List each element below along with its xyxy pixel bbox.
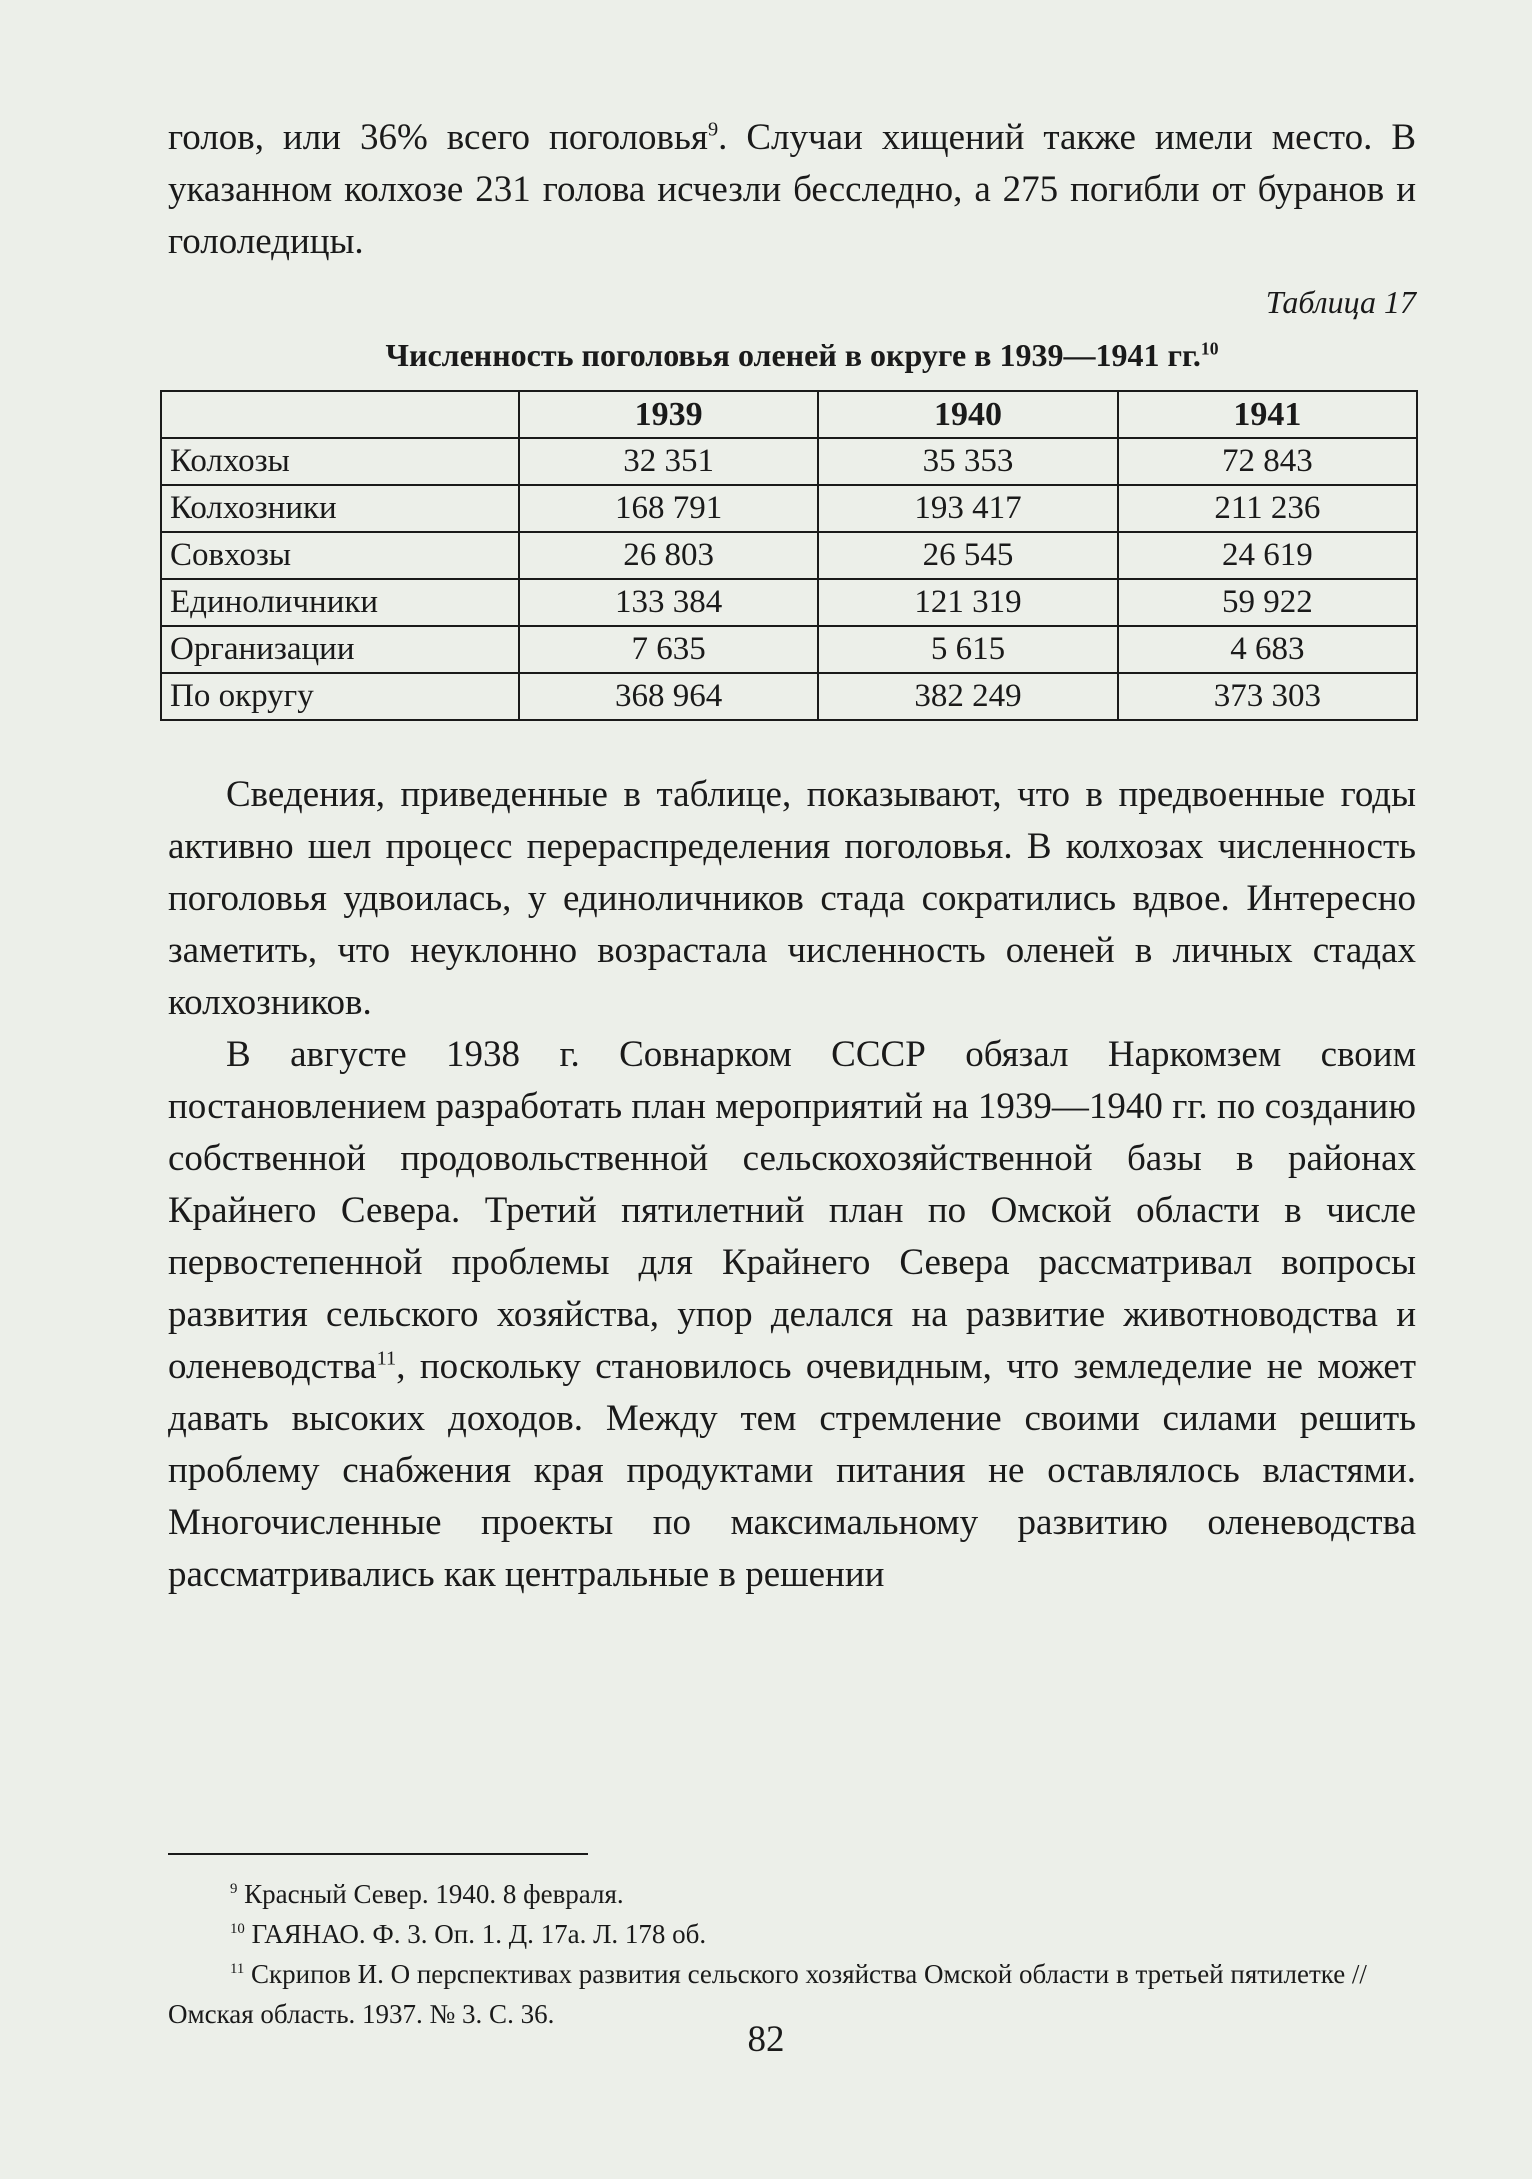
table-cell: 211 236	[1118, 485, 1417, 532]
table-cell: 35 353	[818, 438, 1117, 485]
footnote-divider	[168, 1853, 588, 1855]
row-label: Колхозы	[161, 438, 519, 485]
table-label: Таблица 17	[1265, 284, 1416, 320]
table-row	[161, 438, 1417, 485]
table-title-text: Численность поголовья оленей в округе в 1939—1941 гг.	[385, 337, 1201, 373]
intro-text: голов, или 36% всего поголовья	[168, 117, 708, 158]
table-cell: 368 964	[519, 673, 818, 720]
footnote-ref-11[interactable]: 11	[376, 1347, 397, 1370]
paragraph-text-rest: , поскольку становилось очевидным, что земледелие не может давать высоких доходов. Между тем стремление своими силами решить проблему снабжения края продуктами питания не оставлялось властями. Многочисленные проекты по максимальному развитию оленеводства рассматривались как центральные в решении	[168, 1346, 1416, 1595]
page-content	[168, 112, 1416, 1601]
row-label: Совхозы	[161, 532, 519, 579]
header-year: 1941	[1118, 391, 1417, 438]
table-row	[161, 626, 1417, 673]
table-cell: 24 619	[1118, 532, 1417, 579]
table-cell: 26 545	[818, 532, 1117, 579]
table-header-row	[161, 391, 1417, 438]
table-cell: 5 615	[818, 626, 1117, 673]
footnote-item	[168, 1874, 1416, 1914]
table-cell: 168 791	[519, 485, 818, 532]
footnote-number: 9	[230, 1881, 238, 1897]
table-cell: 373 303	[1118, 673, 1417, 720]
table-cell: 72 843	[1118, 438, 1417, 485]
table-title	[168, 332, 1416, 378]
footnote-number: 11	[230, 1961, 245, 1977]
table-row	[161, 485, 1417, 532]
footnote-ref-10[interactable]: 10	[1200, 338, 1219, 359]
row-label: Колхозники	[161, 485, 519, 532]
table-row-total	[161, 673, 1417, 720]
intro-text-rest: . Случаи хищений также имели место. В указанном колхозе 231 голова исчезли бесследно, а 275 погибли от буранов и гололедицы.	[168, 117, 1416, 262]
table-cell: 32 351	[519, 438, 818, 485]
footnote-text: Скрипов И. О перспективах развития сельского хозяйства Омской области в третьей пятилетке // Омская область. 1937. № 3. С. 36.	[168, 1959, 1367, 2029]
table-cell: 7 635	[519, 626, 818, 673]
table-cell: 193 417	[818, 485, 1117, 532]
paragraph-text: В августе 1938 г. Совнарком СССР обязал Наркомзем своим постановлением разработать план мероприятий на 1939—1940 гг. по созданию собственной продовольственной сельскохозяйственной базы в районах Крайнего Севера. Третий пятилетний план по Омской области в числе первостепенной проблемы для Крайнего Севера рассматривал вопросы развития сельского хозяйства, упор делался на развитие животноводства и оленеводства	[168, 1034, 1416, 1387]
header-year: 1940	[818, 391, 1117, 438]
table-row	[161, 532, 1417, 579]
footnote-item	[168, 1914, 1416, 1954]
footnotes	[168, 1874, 1416, 2034]
body-paragraph	[168, 1029, 1416, 1601]
spacer	[168, 721, 1416, 769]
table-cell: 26 803	[519, 532, 818, 579]
table-cell: 382 249	[818, 673, 1117, 720]
header-year: 1939	[519, 391, 818, 438]
row-label: Организации	[161, 626, 519, 673]
page-number: 82	[747, 2019, 785, 2060]
row-label: Единоличники	[161, 579, 519, 626]
table-cell: 59 922	[1118, 579, 1417, 626]
table-cell: 121 319	[818, 579, 1117, 626]
footnote-text: ГАЯНАО. Ф. 3. Оп. 1. Д. 17а. Л. 178 об.	[244, 1919, 707, 1949]
reindeer-table	[160, 390, 1418, 721]
footnote-number: 10	[230, 1921, 245, 1937]
row-label: По округу	[161, 673, 519, 720]
table-cell: 133 384	[519, 579, 818, 626]
header-empty-cell	[161, 391, 519, 438]
table-cell: 4 683	[1118, 626, 1417, 673]
footnote-ref-9[interactable]: 9	[707, 118, 719, 141]
body-paragraph: Сведения, приведенные в таблице, показывают, что в предвоенные годы активно шел процесс перераспределения поголовья. В колхозах численность поголовья удвоилась, у единоличников стада сократились вдвое. Интересно заметить, что неуклонно возрастала численность оленей в личных стадах колхозников.	[168, 774, 1416, 1023]
table-row	[161, 579, 1417, 626]
intro-paragraph	[168, 112, 1416, 268]
footnote-text: Красный Север. 1940. 8 февраля.	[237, 1879, 624, 1909]
